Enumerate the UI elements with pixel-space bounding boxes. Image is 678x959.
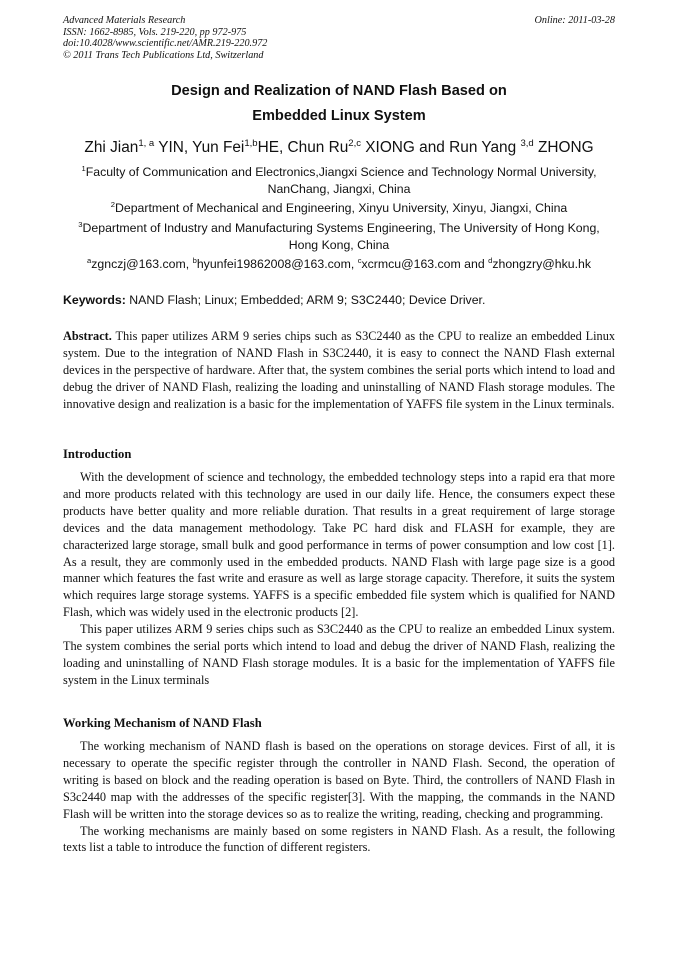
email: $^d$zhongzry@hku.hk — [488, 255, 591, 271]
author: Run Yang $^{3,d}$ ZHONG — [449, 137, 594, 156]
paragraph: This paper utilizes ARM 9 series chips such as S3C2440 as the CPU to realize an embedded Linux system. The system combines the serial ports which intend to load and debug the driver of NAND Flash, realizing the loading and uninstalling of NAND Flash storage modules. It is a basic for the implementation of YAFFS file system in the Linux terminals — [63, 622, 615, 687]
author-list — [40, 138, 638, 158]
copyright-line: © 2011 Trans Tech Publications Ltd, Switzerland — [63, 49, 264, 61]
issn-line: ISSN: 1662-8985, Vols. 219-220, pp 972-975 — [63, 26, 247, 38]
doi-line: doi:10.4028/www.scientific.net/AMR.219-220.972 — [63, 38, 268, 49]
online-date: Online: 2011-03-28 — [534, 15, 615, 26]
author-emails — [63, 256, 615, 273]
affiliation: $^3$Department of Industry and Manufacturing Systems Engineering, The University of Hong Kong, Hong Kong, China — [78, 219, 600, 252]
author: Yun Fei$^{1,b}$HE, — [192, 137, 288, 156]
paragraph: The working mechanism of NAND flash is based on the operations on storage devices. First of all, it is necessary to operate the specific register through the controller in NAND Flash. Second, the operation of writing is based on block and the reading operation is based on Byte. Third, the controllers of NAND Flash in S3c2440 map with the addresses of the specific register[3]. With the mapping, the commands in the NAND Flash will be written into the storage devices so as to realize the writing, reading, checking and programming. — [63, 739, 615, 821]
paragraph: The working mechanisms are mainly based on some registers in NAND Flash. As a result, the following texts list a table to introduce the function of different registers. — [63, 823, 615, 855]
abstract — [63, 328, 615, 413]
keywords-label: Keywords: — [63, 293, 126, 307]
keywords-text: NAND Flash; Linux; Embedded; ARM 9; S3C2440; Device Driver. — [125, 293, 486, 307]
affiliation: $^2$Department of Mechanical and Engineering, Xinyu University, Xinyu, Jiangxi, China — [110, 199, 568, 215]
author: Zhi Jian$^{1, a}$ YIN, — [84, 137, 193, 156]
email: $^c$xcrmcu@163.com and — [357, 255, 489, 271]
author: Chun Ru$^{2,c}$ XIONG and — [287, 137, 450, 156]
title-line-1: Design and Realization of NAND Flash Based on — [171, 83, 507, 99]
section-heading-working-mechanism: Working Mechanism of NAND Flash — [63, 716, 262, 730]
working-mechanism-body — [63, 738, 615, 856]
introduction-body — [63, 469, 615, 689]
email: $^a$zgnczj@163.com, — [87, 255, 193, 271]
paragraph: With the development of science and technology, the embedded technology steps into a rapid era that more and more products related with this technology are used in our daily life. Hence, the consumers expect these products have better quality and more reliable duration. That results in a great requirement of large storage devices and the data management methodology. Take PC hard disk and FLASH for example, they are characterized large storage, small bulk and good performance in terms of power consumption and low cost [1]. As a result, they are commonly used in the embedded products. NAND Flash with large page size is a good manner which features the fast write and erasure as well as large storage capacity. Therefore, it suits the system which requires large storage systems. YAFFS is a specific embedded file system which is qualified for NAND Flash, which was widely used in the electronic products [2]. — [63, 470, 615, 620]
publication-header — [63, 15, 615, 61]
affiliation: $^1$Faculty of Communication and Electronics,Jiangxi Science and Technology Normal University, NanChang, Jiangxi, China — [81, 163, 597, 196]
section-heading-introduction: Introduction — [63, 447, 132, 461]
keywords — [63, 292, 615, 308]
abstract-text: This paper utilizes ARM 9 series chips such as S3C2440 as the CPU to realize an embedded Linux system. Due to the integration of NAND Flash in S3C2440, it is easy to connect the NAND Flash external devices in the perspective of hardware. After that, the system combines the serial ports which intend to load and debug the driver of NAND Flash, realizing the loading and uninstalling of NAND Flash storage modules. The innovative design and realization is a basic for the implementation of YAFFS file system in the Linux terminals. — [63, 329, 615, 411]
abstract-label: Abstract. — [63, 329, 112, 343]
paper-title — [63, 79, 615, 129]
journal-name: Advanced Materials Research — [63, 15, 186, 26]
title-line-2: Embedded Linux System — [252, 108, 426, 124]
email: $^b$hyunfei19862008@163.com, — [192, 255, 358, 271]
